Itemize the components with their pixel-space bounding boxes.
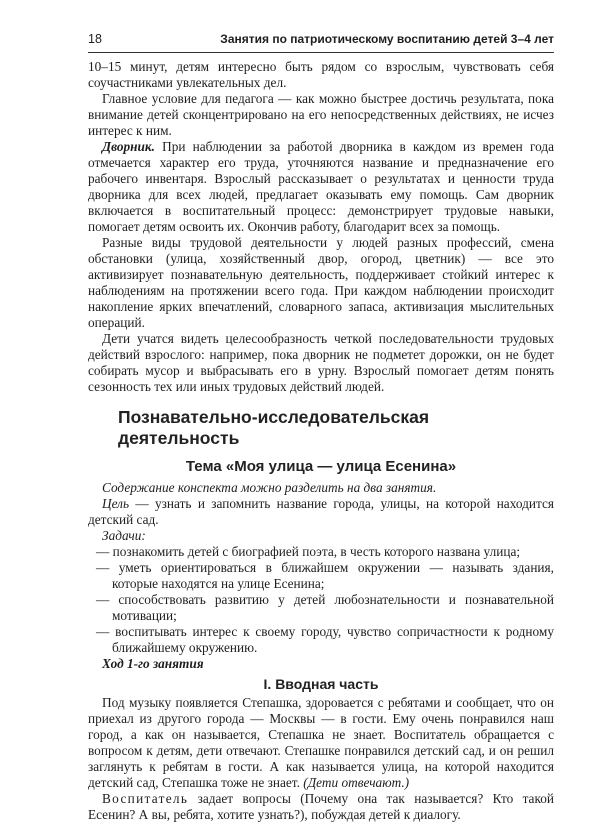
- paragraph: 10–15 минут, детям интересно быть рядом со взрослым, чувствовать себя соучастниками увлекательных дел.: [88, 59, 554, 90]
- section-title: [118, 407, 554, 449]
- task-item: — познакомить детей с биографией поэта, в честь которого названа улица;: [96, 544, 521, 559]
- teacher-label: Воспитатель: [102, 791, 189, 806]
- running-title: Занятия по патриотическому воспитанию детей 3–4 лет: [220, 32, 554, 46]
- tasks-label: Задачи:: [102, 528, 146, 543]
- paragraph: Дети учатся видеть целесообразность четкой последовательности трудовых действий взрослого: например, пока дворник не подметет дорожки, он не будет собирать мусор и выбрасывать его в урну. Взрослый помогает детям понять сезонность тех или иных трудовых действий людей.: [88, 331, 554, 394]
- page-number: 18: [88, 32, 102, 46]
- task-item: — способствовать развитию у детей любознательности и познавательной мотивации;: [96, 592, 554, 623]
- teacher-text: задает вопросы (Почему она так называется? Кто такой Есенин? А вы, ребята, хотите узнать?), побуждая детей к диалогу.: [88, 791, 554, 822]
- section-title-line: Познавательно-исследовательская: [118, 407, 430, 427]
- paragraph: Разные виды трудовой деятельности у людей разных профессий, смена обстановки (улица, хозяйственный двор, огород, цветник) — все это активизирует познавательную деятельность, поддерживает стойкий интерес к наблюдениям на протяжении всего года. При каждом наблюдении происходит накопление ярких впечатлений, словарного запаса, активизация мыслительных операций.: [88, 235, 554, 330]
- section-title-line: деятельность: [118, 428, 240, 448]
- janitor-text: При наблюдении за работой дворника в каждом из времен года отмечается характер его труда, уточняются название и предназначение его рабочего инвентаря. Взрослый рассказывает о результатах и ценности труда дворника для всех людей, предлагает оказывать ему помощь. Сам дворник включается в воспитательный процесс: демонстрирует трудовые навыки, помогает детям освоить их. Окончив работу, благодарит всех за помощь.: [88, 139, 554, 234]
- teacher-paragraph: [88, 791, 554, 823]
- lesson-heading: Ход 1-го занятия: [102, 656, 204, 671]
- page-content: [88, 59, 554, 823]
- janitor-lead: Дворник.: [102, 139, 155, 154]
- intro-text: Под музыку появляется Степашка, здоровается с ребятами и сообщает, что он приехал из другого города — Москвы — в гости. Ему очень понравился наш город, а как он называется, Степашка не знает. Воспитатель обращается с вопросом к детям, дети отвечают. Степашке понравился детский сад, и он решил заглянуть к ребятам в гости. А как называется улица, на которой находится детский сад, Степашка тоже не знает.: [88, 695, 554, 790]
- task-item: — воспитывать интерес к своему городу, чувство сопричастности к родному ближайшему окружению.: [96, 624, 554, 655]
- running-header: [88, 30, 554, 53]
- paragraph: Главное условие для педагога — как можно быстрее достичь результата, пока внимание детей сконцентрировано на его непосредственных действиях, не исчез интерес к ним.: [88, 91, 554, 138]
- task-item: — уметь ориентироваться в ближайшем окружении — называть здания, которые находятся на улице Есенина;: [96, 560, 554, 591]
- goal-text: — узнать и запомнить название города, улицы, на которой находится детский сад.: [88, 496, 554, 527]
- goal-label: Цель: [102, 496, 130, 511]
- intro-tail: (Дети отвечают.): [303, 775, 410, 790]
- intro-paragraph: [88, 695, 554, 791]
- note: Содержание конспекта можно разделить на два занятия.: [102, 480, 437, 495]
- topic-title: Тема «Моя улица — улица Есенина»: [185, 458, 457, 475]
- paragraph-janitor: [88, 139, 554, 235]
- part-title: I. Вводная часть: [263, 676, 379, 692]
- goal: [88, 496, 554, 528]
